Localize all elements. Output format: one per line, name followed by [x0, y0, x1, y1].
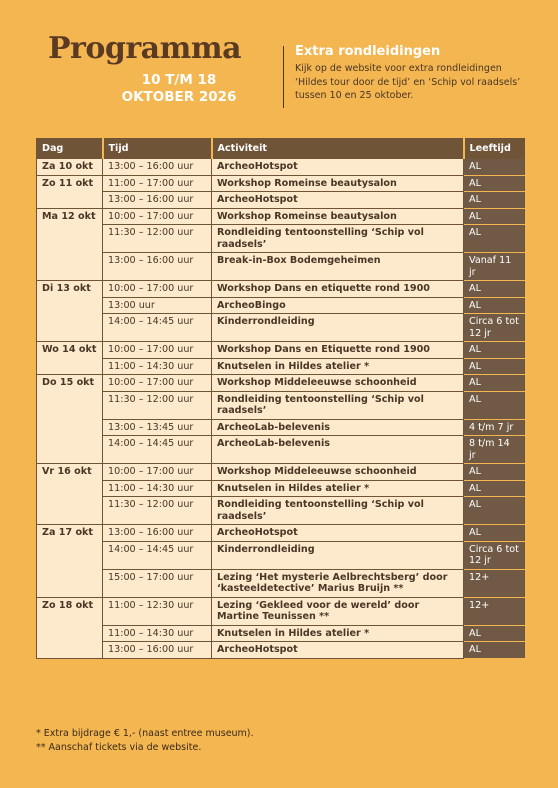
page-title: Programma	[48, 31, 242, 66]
table-row	[37, 225, 525, 253]
activity-cell: Workshop Middeleeuwse schoonheid	[212, 375, 464, 392]
table-row	[37, 358, 525, 375]
age-cell: AL	[464, 281, 525, 298]
activity-cell: Knutselen in Hildes atelier *	[212, 358, 464, 375]
time-cell: 11:00 – 12:30 uur	[103, 597, 212, 625]
table-row	[37, 642, 525, 659]
time-cell: 14:00 – 14:45 uur	[103, 436, 212, 464]
time-cell: 11:30 – 12:00 uur	[103, 391, 212, 419]
time-cell: 11:00 – 14:30 uur	[103, 625, 212, 642]
time-cell: 13:00 – 13:45 uur	[103, 419, 212, 436]
age-cell: 12+	[464, 569, 525, 597]
age-cell: AL	[464, 297, 525, 314]
footnote: * Extra bijdrage € 1,- (naast entree museum).	[36, 728, 254, 739]
age-cell: AL	[464, 358, 525, 375]
time-cell: 14:00 – 14:45 uur	[103, 541, 212, 569]
activity-cell: Workshop Romeinse beautysalon	[212, 208, 464, 225]
col-header-day: Dag	[37, 139, 103, 159]
table-row	[37, 480, 525, 497]
age-cell: AL	[464, 497, 525, 525]
activity-cell: Kinderrondleiding	[212, 541, 464, 569]
table-row	[37, 525, 525, 542]
time-cell: 13:00 uur	[103, 297, 212, 314]
time-cell: 13:00 – 16:00 uur	[103, 253, 212, 281]
table-row	[37, 436, 525, 464]
activity-cell: ArcheoLab-belevenis	[212, 419, 464, 436]
time-cell: 10:00 – 17:00 uur	[103, 208, 212, 225]
table-row	[37, 391, 525, 419]
age-cell: 8 t/m 14 jr	[464, 436, 525, 464]
table-row	[37, 464, 525, 481]
age-cell: AL	[464, 175, 525, 192]
table-row	[37, 569, 525, 597]
footnote: ** Aanschaf tickets via de website.	[36, 742, 202, 753]
day-cell: Do 15 okt	[37, 375, 103, 464]
time-cell: 10:00 – 17:00 uur	[103, 375, 212, 392]
table-row	[37, 253, 525, 281]
age-cell: AL	[464, 342, 525, 359]
activity-cell: Knutselen in Hildes atelier *	[212, 625, 464, 642]
schedule-table	[36, 138, 525, 659]
activity-cell: Lezing ‘Het mysterie Aelbrechtsberg’ door ‘kasteeldetective’ Marius Bruijn **	[212, 569, 464, 597]
activity-cell: Workshop Romeinse beautysalon	[212, 175, 464, 192]
time-cell: 13:00 – 16:00 uur	[103, 525, 212, 542]
col-header-activity: Activiteit	[212, 139, 464, 159]
time-cell: 10:00 – 17:00 uur	[103, 342, 212, 359]
time-cell: 13:00 – 16:00 uur	[103, 192, 212, 209]
dates-line-1: 10 T/M 18	[141, 72, 217, 88]
age-cell: AL	[464, 464, 525, 481]
dates-line-2: OKTOBER 2026	[121, 89, 237, 105]
table-row	[37, 192, 525, 209]
age-cell: AL	[464, 642, 525, 659]
extra-text: Kijk op de website voor extra rondleidingen ‘Hildes tour door de tijd’ en ‘Schip vol raadsels’ tussen 10 en 25 oktober.	[295, 63, 521, 101]
col-header-age: Leeftijd	[464, 139, 525, 159]
age-cell: AL	[464, 480, 525, 497]
age-cell: AL	[464, 159, 525, 176]
activity-cell: ArcheoLab-belevenis	[212, 436, 464, 464]
schedule-body	[37, 159, 525, 659]
activity-cell: Lezing ‘Gekleed voor de wereld’ door Martine Teunissen **	[212, 597, 464, 625]
activity-cell: Knutselen in Hildes atelier *	[212, 480, 464, 497]
time-cell: 11:00 – 17:00 uur	[103, 175, 212, 192]
age-cell: AL	[464, 225, 525, 253]
day-cell: Vr 16 okt	[37, 464, 103, 525]
time-cell: 11:30 – 12:00 uur	[103, 497, 212, 525]
age-cell: Vanaf 11 jr	[464, 253, 525, 281]
time-cell: 11:30 – 12:00 uur	[103, 225, 212, 253]
table-row	[37, 175, 525, 192]
activity-cell: Rondleiding tentoonstelling ‘Schip vol raadsels’	[212, 225, 464, 253]
activity-cell: Workshop Middeleeuwse schoonheid	[212, 464, 464, 481]
age-cell: Circa 6 tot 12 jr	[464, 541, 525, 569]
day-cell: Zo 18 okt	[37, 597, 103, 658]
activity-cell: ArcheoHotspot	[212, 525, 464, 542]
time-cell: 10:00 – 17:00 uur	[103, 281, 212, 298]
col-header-time: Tijd	[103, 139, 212, 159]
activity-cell: ArcheoHotspot	[212, 642, 464, 659]
table-row	[37, 375, 525, 392]
footnotes	[36, 727, 254, 755]
time-cell: 11:00 – 14:30 uur	[103, 480, 212, 497]
activity-cell: ArcheoHotspot	[212, 192, 464, 209]
table-header-row	[37, 139, 525, 159]
age-cell: AL	[464, 208, 525, 225]
activity-cell: Kinderrondleiding	[212, 314, 464, 342]
day-cell: Zo 11 okt	[37, 175, 103, 208]
day-cell: Za 10 okt	[37, 159, 103, 176]
table-row	[37, 419, 525, 436]
time-cell: 13:00 – 16:00 uur	[103, 159, 212, 176]
activity-cell: ArcheoHotspot	[212, 159, 464, 176]
age-cell: AL	[464, 525, 525, 542]
table-row	[37, 208, 525, 225]
extra-info	[295, 44, 530, 103]
age-cell: Circa 6 tot 12 jr	[464, 314, 525, 342]
age-cell: 4 t/m 7 jr	[464, 419, 525, 436]
table-row	[37, 625, 525, 642]
table-row	[37, 597, 525, 625]
day-cell: Wo 14 okt	[37, 342, 103, 375]
table-row	[37, 281, 525, 298]
divider	[283, 46, 284, 108]
table-row	[37, 497, 525, 525]
time-cell: 13:00 – 16:00 uur	[103, 642, 212, 659]
activity-cell: Break-in-Box Bodemgeheimen	[212, 253, 464, 281]
table-row	[37, 314, 525, 342]
day-cell: Ma 12 okt	[37, 208, 103, 281]
day-cell: Di 13 okt	[37, 281, 103, 342]
age-cell: 12+	[464, 597, 525, 625]
time-cell: 15:00 – 17:00 uur	[103, 569, 212, 597]
age-cell: AL	[464, 391, 525, 419]
time-cell: 11:00 – 14:30 uur	[103, 358, 212, 375]
activity-cell: ArcheoBingo	[212, 297, 464, 314]
time-cell: 10:00 – 17:00 uur	[103, 464, 212, 481]
activity-cell: Rondleiding tentoonstelling ‘Schip vol raadsels’	[212, 497, 464, 525]
activity-cell: Workshop Dans en Etiquette rond 1900	[212, 342, 464, 359]
age-cell: AL	[464, 375, 525, 392]
age-cell: AL	[464, 625, 525, 642]
age-cell: AL	[464, 192, 525, 209]
table-row	[37, 297, 525, 314]
activity-cell: Workshop Dans en etiquette rond 1900	[212, 281, 464, 298]
time-cell: 14:00 – 14:45 uur	[103, 314, 212, 342]
table-row	[37, 159, 525, 176]
event-dates	[104, 72, 254, 106]
table-row	[37, 342, 525, 359]
extra-title: Extra rondleidingen	[295, 44, 441, 59]
activity-cell: Rondleiding tentoonstelling ‘Schip vol raadsels’	[212, 391, 464, 419]
table-row	[37, 541, 525, 569]
day-cell: Za 17 okt	[37, 525, 103, 598]
